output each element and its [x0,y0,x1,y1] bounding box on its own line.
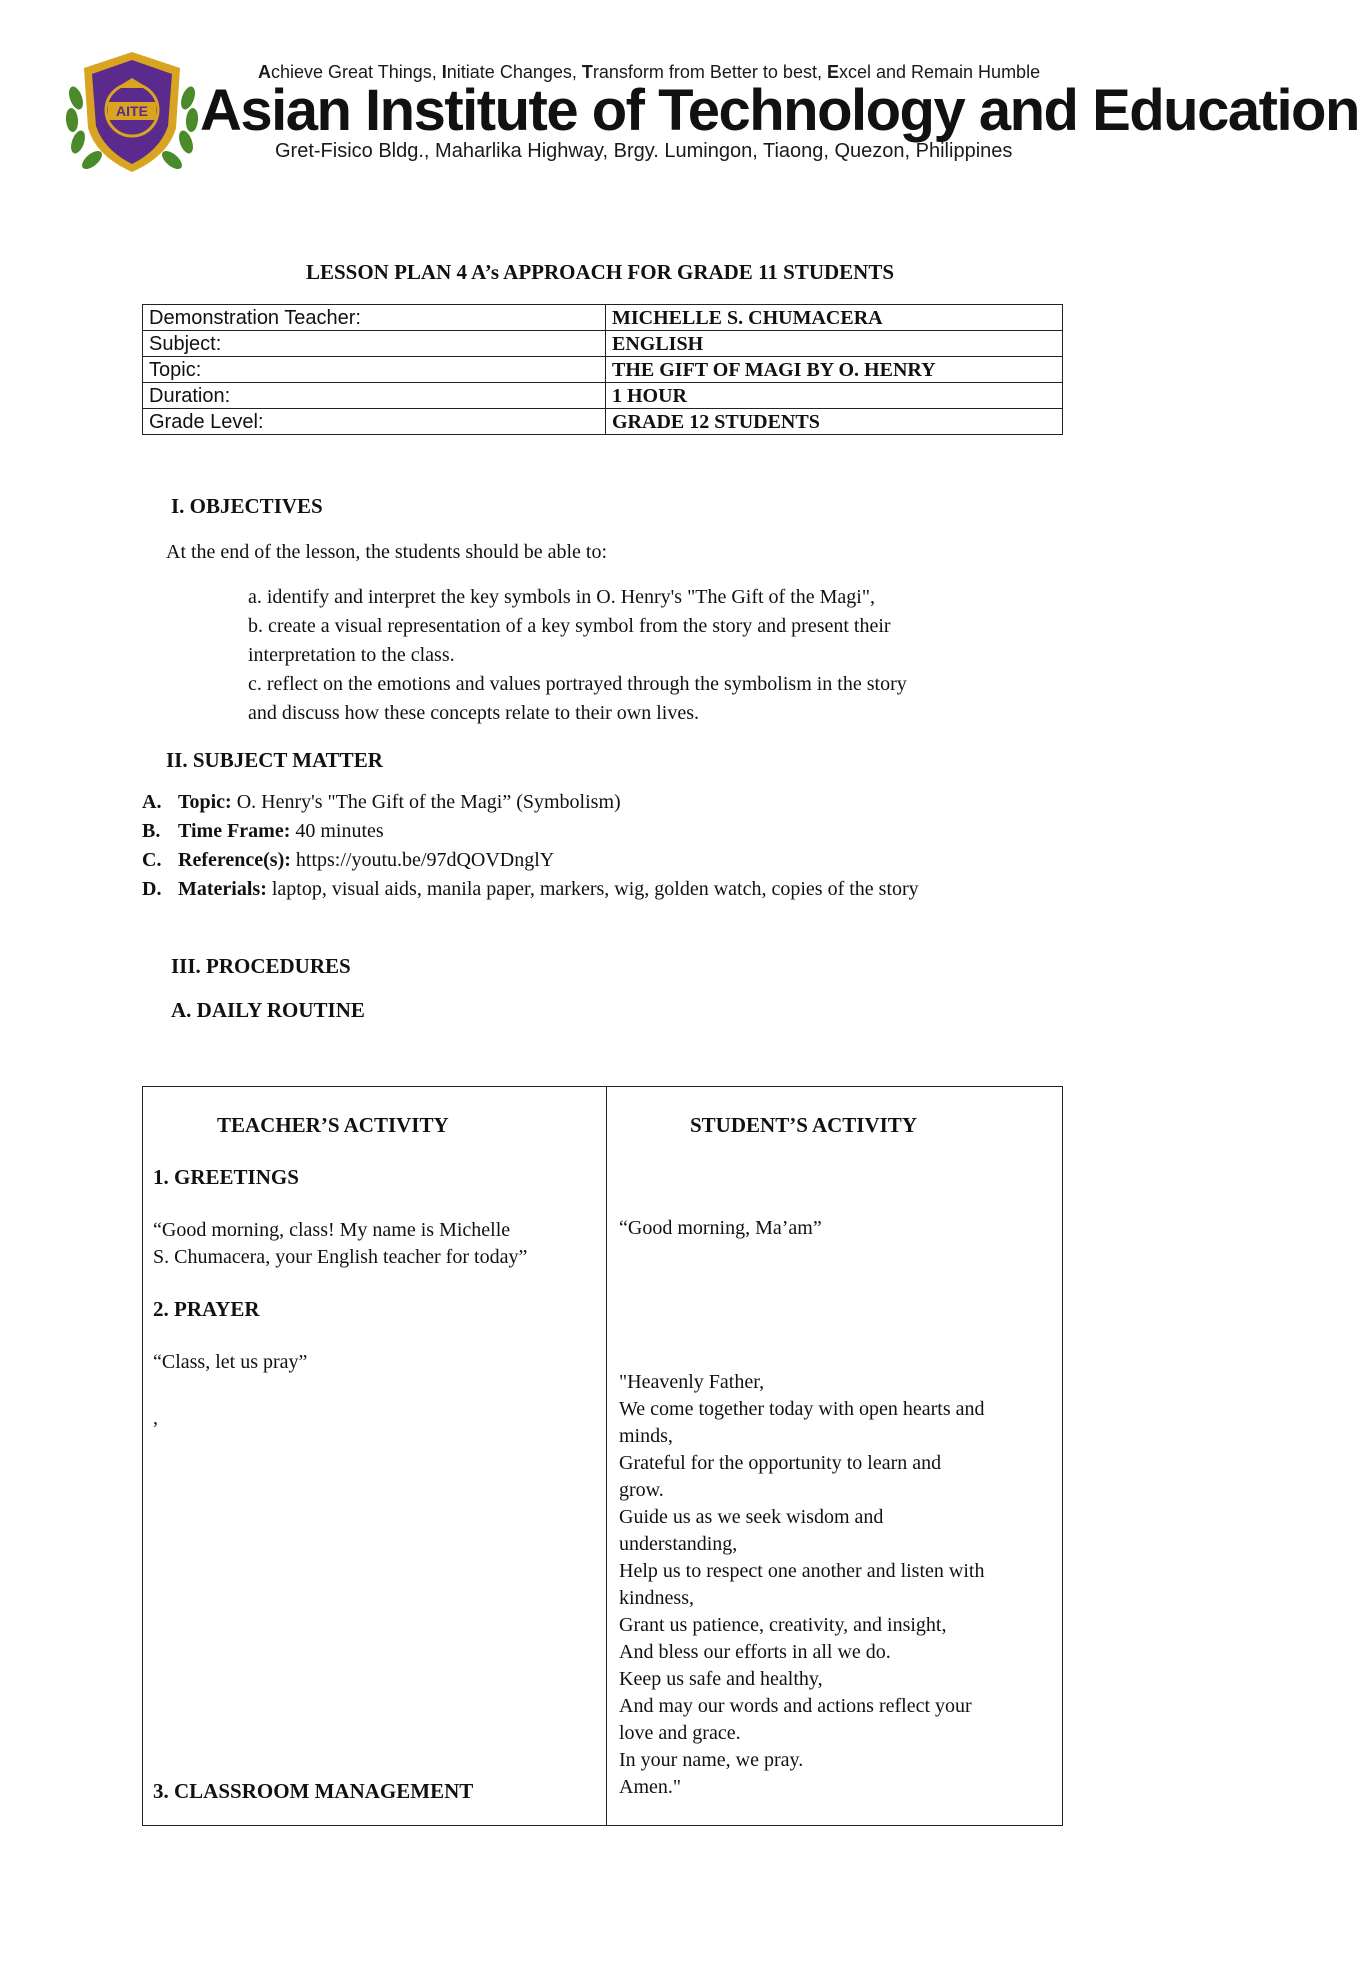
daily-routine-heading: A. DAILY ROUTINE [171,998,365,1022]
info-value: GRADE 12 STUDENTS [606,409,1063,435]
teacher-prayer: “Class, let us pray” [153,1351,308,1373]
info-label: Topic: [143,357,606,383]
teacher-greeting: “Good morning, class! My name is Michelle S. Chumacera, your English teacher for today” [153,1219,528,1268]
objective-line: and discuss how these concepts relate to their own lives. [248,702,699,724]
info-label: Grade Level: [143,409,606,435]
objectives-intro: At the end of the lesson, the students should be able to: [166,541,608,563]
list-item: B. Time Frame: 40 minutes [142,820,384,842]
info-value: 1 HOUR [606,383,1063,409]
greetings-heading: 1. GREETINGS [153,1165,299,1189]
table-row [143,331,1063,357]
info-value: THE GIFT OF MAGI BY O. HENRY [606,357,1063,383]
prayer-heading: 2. PRAYER [153,1297,260,1321]
logo-text: AITE [116,103,148,119]
institution-name: Asian Institute of Technology and Education [200,78,1359,143]
student-prayer: "Heavenly Father, We come together today with open hearts and minds, Grateful for the opportunity to learn and grow. Guide us as we seek wisdom and understanding, Help us to respect one another and listen with kindness, Grant us patience, creativity, and insight, And bless our efforts in all we do. Keep us safe and healthy, And may our words and actions reflect your love and grace. In your name, we pray. Amen." [619,1371,985,1798]
objectives-list [248,583,1068,728]
table-row [143,409,1063,435]
student-greeting: “Good morning, Ma’am” [619,1217,822,1239]
institution-address: Gret-Fisico Bldg., Maharlika Highway, Brgy. Lumingon, Tiaong, Quezon, Philippines [275,140,1013,162]
motto-part: Initiate Changes, [441,62,582,82]
info-value: MICHELLE S. CHUMACERA [606,305,1063,331]
table-row [143,357,1063,383]
procedures-heading: III. PROCEDURES [171,954,351,978]
list-item: D. Materials: laptop, visual aids, manila paper, markers, wig, golden watch, copies of the story [142,878,919,900]
motto-part: Transform from Better to best, [581,62,827,82]
teacher-activity-header: TEACHER’S ACTIVITY [217,1113,449,1137]
objective-line: interpretation to the class. [248,644,455,666]
stray-mark: , [153,1407,158,1429]
lesson-info-table [142,304,1063,435]
list-item: C. Reference(s): https://youtu.be/97dQOVDnglY [142,849,555,871]
school-logo [58,48,206,176]
motto-part: Achieve Great Things, [258,62,442,82]
subject-matter-heading: II. SUBJECT MATTER [166,748,383,772]
column-divider [606,1087,607,1825]
motto-part: Excel and Remain Humble [826,62,1041,82]
list-item: A. Topic: O. Henry's "The Gift of the Magi” (Symbolism) [142,791,621,813]
subject-matter-list [142,788,919,904]
lesson-plan-title: LESSON PLAN 4 A’s APPROACH FOR GRADE 11 STUDENTS [305,260,895,284]
info-label: Demonstration Teacher: [143,305,606,331]
table-row [143,305,1063,331]
objective-line: b. create a visual representation of a key symbol from the story and present their [248,615,891,637]
activity-table [142,1086,1063,1826]
classroom-management-heading: 3. CLASSROOM MANAGEMENT [153,1779,474,1803]
objective-line: c. reflect on the emotions and values portrayed through the symbolism in the story [248,673,907,695]
info-label: Subject: [143,331,606,357]
info-label: Duration: [143,383,606,409]
info-value: ENGLISH [606,331,1063,357]
student-activity-header: STUDENT’S ACTIVITY [690,1113,917,1137]
objective-line: a. identify and interpret the key symbols in O. Henry's "The Gift of the Magi", [248,586,876,608]
objectives-heading: I. OBJECTIVES [171,494,323,518]
table-row [143,383,1063,409]
